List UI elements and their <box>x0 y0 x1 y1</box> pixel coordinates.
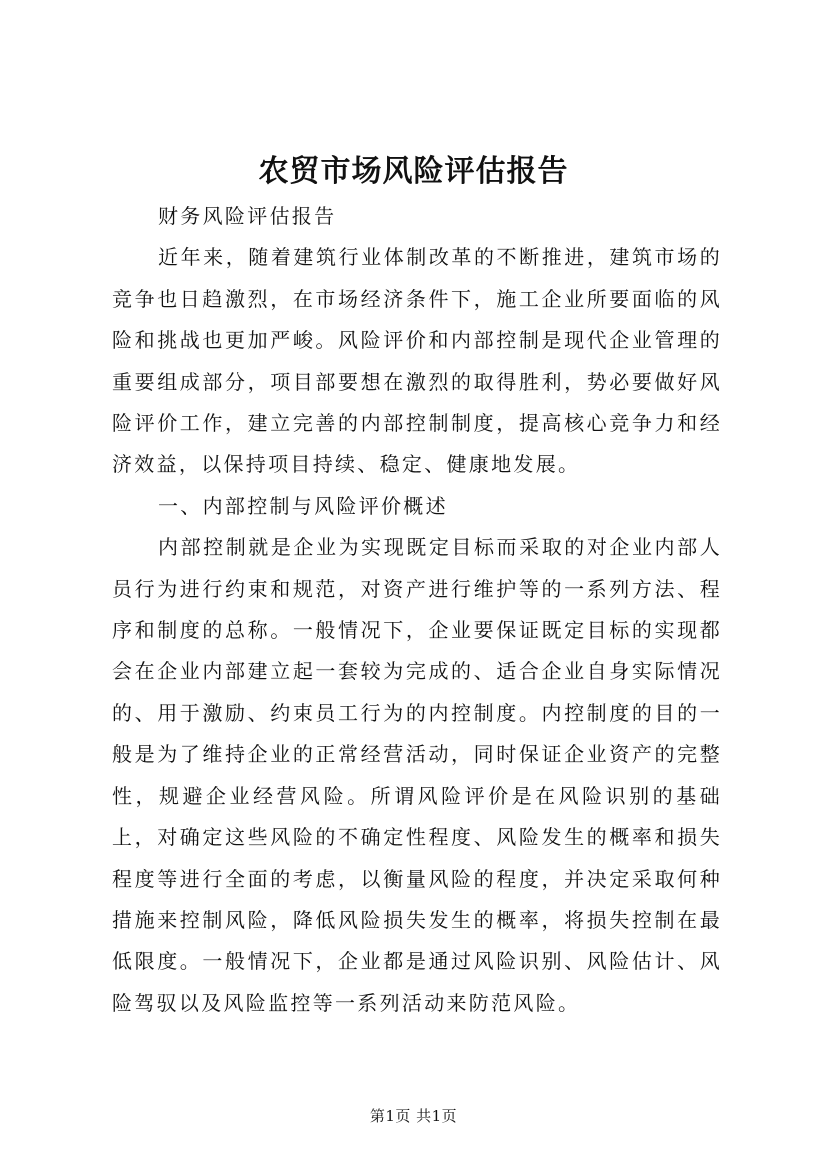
page-footer: 第1页 共1页 <box>369 1107 458 1125</box>
section-paragraph: 内部控制就是企业为实现既定目标而采取的对企业内部人员行为进行约束和规范，对资产进行维护等的一系列方法、程序和制度的总称。一般情况下，企业要保证既定目标的实现都会在企业内部建立起一套较为完成的、适合企业自身实际情况的、用于激励、约束员工行为的内控制度。内控制度的目的一般是为了维持企业的正常经营活动，同时保证企业资产的完整性，规避企业经营风险。所谓风险评价是在风险识别的基础上，对确定这些风险的不确定性程度、风险发生的概率和损失程度等进行全面的考虑，以衡量风险的程度，并决定采取何种措施来控制风险，降低风险损失发生的概率，将损失控制在最低限度。一般情况下，企业都是通过风险识别、风险估计、风险驾驭以及风险监控等一系列活动来防范风险。 <box>112 535 722 1015</box>
intro-paragraph: 近年来，随着建筑行业体制改革的不断推进，建筑市场的竞争也日趋激烈，在市场经济条件下，施工企业所要面临的风险和挑战也更加严峻。风险评价和内部控制是现代企业管理的重要组成部分，项目部要想在激烈的取得胜利，势必要做好风险评价工作，建立完善的内部控制制度，提高核心竞争力和经济效益，以保持项目持续、稳定、健康地发展。 <box>112 245 722 477</box>
document-body <box>112 196 722 1024</box>
subtitle-paragraph: 财务风险评估报告 <box>158 204 337 228</box>
document-title: 农贸市场风险评估报告 <box>258 154 569 189</box>
section-heading: 一、内部控制与风险评价概述 <box>158 493 448 518</box>
